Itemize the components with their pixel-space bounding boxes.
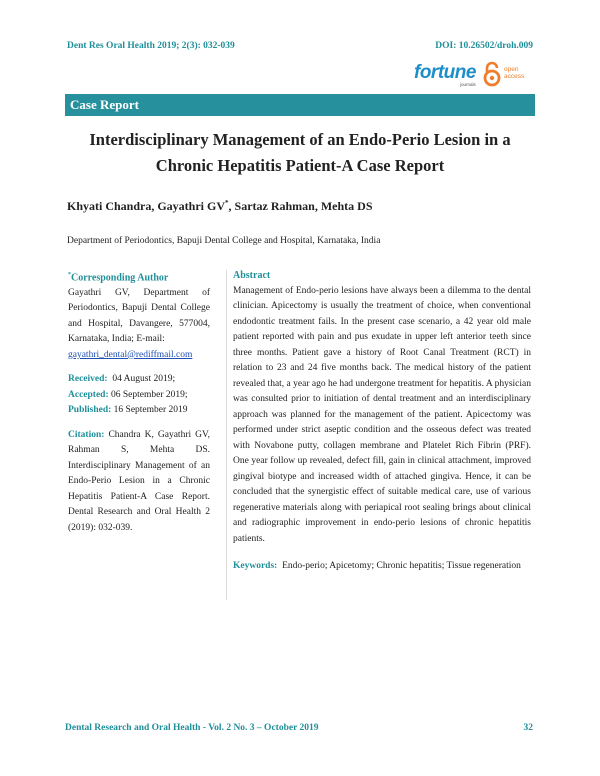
abstract-heading: Abstract [233, 270, 271, 281]
open-access-icon [482, 61, 502, 87]
footer-journal: Dental Research and Oral Health - Vol. 2 No. 3 – October 2019 [65, 723, 319, 733]
logo-open-access-text: open access [504, 66, 525, 80]
page-number: 32 [523, 723, 533, 733]
received-date: Received: 04 August 2019; [68, 374, 176, 385]
article-title [65, 127, 535, 179]
keywords: Keywords: Endo-perio; Apicetomy; Chronic hepatitis; Tissue regeneration [233, 561, 521, 571]
title-line-1: Interdisciplinary Management of an Endo-Perio Lesion in a [89, 130, 511, 149]
journal-reference: Dent Res Oral Health 2019; 2(3): 032-039 [67, 41, 235, 51]
email-link[interactable]: gayathri_dental@rediffmail.com [68, 349, 193, 360]
logo-brand: fortune [414, 62, 476, 83]
corresponding-mark: * [225, 199, 229, 207]
abstract-text: Management of Endo-perio lesions have always been a dilemma to the dental clinician. Apicectomy is usually the treatment of choice, when conventional endodontic treatment fails. In the present case scenario, a 42 year old male patient reported with pain and pus exudate in upper left anterior teeth since three months. Patient gave a history of Root Canal Treatment (RCT) in relation to 23 and 24 five months back. The medical history of the patient revealed that, a year ago he had undergone treatment for hepatitis. A physician was consulted prior to initiation of dental treatment and an interdisciplinary approach was planned for the management of the patient. Apicectomy was performed under strict aseptic condition and the osseous defect was treated with Novabone putty, collagen membrane and Platelet Rich Fibrin (PRF). One year follow up revealed, defect fill, gain in clinical attachment, improved gingival biotype and increased width of attached gingiva. Hence, it can be concluded that the synergistic effect of suitable medical care, use of various regenerative materials along with periapical root sealing brings about clinical and radiographic improvement in endo-perio lesions of chronic hepatitis patients. [233, 285, 531, 544]
published-date: Published: 16 September 2019 [68, 405, 188, 416]
corresponding-author-text: Gayathri GV, Department of Periodontics, Bapuji Dental College and Hospital, Davangere, 577004, Karnataka, India; E-mail: [68, 287, 210, 345]
left-column [68, 268, 210, 536]
section-label: Case Report [65, 94, 535, 116]
corresponding-author-heading: *Corresponding Author [68, 272, 169, 284]
column-divider [226, 270, 227, 600]
right-column [233, 268, 531, 575]
publisher-logo [414, 60, 534, 92]
affiliation: Department of Periodontics, Bapuji Dental College and Hospital, Karnataka, India [67, 236, 381, 246]
logo-sub: journals [460, 82, 476, 87]
accepted-date: Accepted: 06 September 2019; [68, 389, 188, 400]
title-line-2: Chronic Hepatitis Patient-A Case Report [155, 156, 445, 175]
doi[interactable]: DOI: 10.26502/droh.009 [435, 41, 533, 51]
citation: Citation: Chandra K, Gayathri GV, Rahman S, Mehta DS. Interdisciplinary Management of an Endo-Perio Lesion in a Chronic Hepatitis Patient-A Case Report. Dental Research and Oral Health 2 (2019): 032-039. [68, 429, 210, 533]
authors: Khyati Chandra, Gayathri GV*, Sartaz Rahman, Mehta DS [67, 199, 373, 213]
